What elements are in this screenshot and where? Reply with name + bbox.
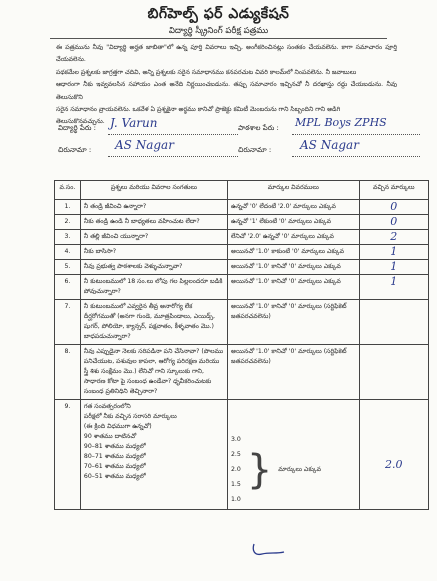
range-item: 90 శాతము దాటినచో: [83, 433, 137, 440]
row-marks-detail: ఉన్నచో '0' లేదంటే '2.0' మార్కులు ఎక్కువ: [228, 200, 360, 215]
row-no: 6.: [55, 275, 81, 300]
row-question: నీవు ప్రభుత్వ పాఠశాలకు వెళ్ళుచున్నావా?: [80, 260, 227, 275]
underline: [292, 156, 420, 157]
mark-value: 2.0: [231, 466, 241, 473]
row-marks-detail: అయినచో '1.0' కానిచో '0' మార్కులు ఎక్కువ: [228, 260, 360, 275]
row-score[interactable]: 1: [359, 245, 428, 260]
table-row: [55, 200, 429, 215]
row9-subtitle: పరీక్షలో నీకు వచ్చిన సరాసరి మార్కులు: [83, 413, 177, 420]
row-question: నీకు తండ్రి ఉండి నీ బాధ్యతలు వహించుట లేదా?: [80, 215, 227, 230]
row-no: 7.: [55, 300, 81, 345]
row-marks-detail: అయినచో '1.0' కాకుంటే '0' మార్కులు ఎక్కువ: [228, 245, 360, 260]
mark-value: 3.0: [231, 436, 241, 443]
intro-line: సరైన సమాధానం వ్రాయవలెను. ఒకవేళ ఏ ప్రశ్నకైనా అర్థము కానిచో ప్రాజెక్టు కమిటీ మెంబరును గాని సిబ్బందిని గాని అడిగి: [56, 106, 341, 114]
student-name-value[interactable]: J. Varun: [110, 116, 158, 130]
row-score[interactable]: 0: [359, 215, 428, 230]
header-question: ప్రశ్నలు మరియు వివరాల సంగతులు: [80, 181, 227, 200]
row-no: 4.: [55, 245, 81, 260]
row-marks-detail: లేనిచో '2.0' ఉన్నచో '0' మార్కులు ఎక్కువ: [228, 230, 360, 245]
row-no: 1.: [55, 200, 81, 215]
row-question: నీ కుటుంబములో 18 సం.లు లోపు గల పిల్లలందరూ బడికి పోవుచున్నారా?: [80, 275, 227, 300]
row-question: [80, 400, 227, 510]
underline: [108, 134, 238, 135]
school-name-value[interactable]: MPL Boys ZPHS: [295, 116, 387, 129]
table-row: [55, 400, 429, 510]
row-marks-detail: ఉన్నచో '1' లేకుంటే '0' మార్కులు ఎక్కువ: [228, 215, 360, 230]
row-marks-detail: [228, 400, 360, 510]
screening-table: [54, 180, 429, 510]
table-row: [55, 215, 429, 230]
table-row: [55, 230, 429, 245]
row-score[interactable]: [359, 400, 428, 510]
row-marks-detail: అయినచో '1.0' కానిచో '0' మార్కులు ఎక్కువ: [228, 275, 360, 300]
intro-line: ఈ పత్రమును నీవు "విద్యార్థి అర్హత జాబితా"లో ఉన్న పూర్తి వివరాలు ఇచ్చి, అంగీకరించినట్లు సంతకం చేయవలెను. కాగా సమాచారం పూర్తి చేయవలెను.: [56, 44, 397, 64]
row-score[interactable]: [359, 300, 428, 345]
underline: [292, 134, 420, 135]
row-no: 2.: [55, 215, 81, 230]
row9-note: (ఈ క్రింది విధముగా ఉన్నచో): [83, 423, 152, 430]
header-score: వచ్చిన మార్కులు: [359, 181, 428, 200]
marks-label: మార్కులు ఎక్కువ: [278, 465, 322, 473]
table-row: [55, 260, 429, 275]
row-no: 9.: [55, 400, 81, 510]
address2-value[interactable]: AS Nagar: [300, 138, 359, 152]
mark-value: 1.5: [231, 481, 241, 488]
brace-icon: }: [246, 446, 273, 493]
table-row: [55, 345, 429, 400]
student-name-label: విద్యార్థి పేరు :: [58, 124, 96, 132]
row-marks-detail: అయినచో '1.0' కానిచో '0' మార్కులు (సర్టిఫికెట్ జతపరచవలెను): [228, 300, 360, 345]
divider: [50, 38, 387, 39]
row-score[interactable]: [359, 345, 428, 400]
table-row: [55, 245, 429, 260]
intro-line: ఆధారంగా నీకు ఇవ్వవలసిన సహాయం ఎంత అనేది నిర్ణయించబడును. తప్పు సమాచారం ఇచ్చినచో నీ దరఖాస్తు రద్దు చేయబడును. నీవు తెలుసుకొని: [56, 81, 397, 101]
row-no: 8.: [55, 345, 81, 400]
row-question: నీ తండ్రి జీవించి ఉన్నారా?: [80, 200, 227, 215]
page-subtitle: విద్యార్థి స్క్రీనింగ్ పరీక్ష పత్రము: [168, 26, 269, 36]
address-value[interactable]: AS Nagar: [115, 138, 174, 152]
intro-line: పథకమేల ప్రశ్నలకు జాగ్రత్తగా చదివి, అన్ని ప్రశ్నలకు సరైన సమాధానము కనపరచుట చివరి కాలమ్‌లో నింపవలెను. నీ జవాబులు: [56, 68, 357, 76]
mark-value: 1.0: [231, 496, 241, 503]
row-question: నీ తల్లి జీవించి యున్నారా?: [80, 230, 227, 245]
address-label: చిరునామా :: [58, 146, 92, 154]
row-question: నీకు బాసిసా?: [80, 245, 227, 260]
row-score[interactable]: 1: [359, 260, 428, 275]
table-row: [55, 275, 429, 300]
range-item: 60–51 శాతము మధ్యలో: [83, 473, 146, 480]
range-item: 90–81 శాతము మధ్యలో: [83, 443, 146, 450]
header-marks-detail: మార్కుల వివరములు: [228, 181, 360, 200]
page-title: బిగ్‌హెల్ప్ ఫర్ ఎడ్యుకేషన్: [147, 6, 290, 22]
row9-score[interactable]: 2.0: [385, 458, 403, 471]
range-item: 80–71 శాతము మధ్యలో: [83, 453, 146, 460]
underline: [108, 156, 238, 157]
mark-value: 2.5: [231, 451, 241, 458]
row-score[interactable]: 0: [359, 200, 428, 215]
range-item: 70–61 శాతము మధ్యలో: [83, 463, 146, 470]
row-question: నీ కుటుంబములో ఎవ్వరైన తీవ్ర అనారోగ్య లేక దీర్ఘరోగముతో (అనగా గుండె, మూత్రపిండాలు, ఎయిడ్స్, షుగర్, పోలియో, క్యాన్సర్, పక్షవాతం, కీళ్ళవాతం మొ.) బాధపడుచున్నారా?: [80, 300, 227, 345]
row-score[interactable]: 1: [359, 275, 428, 300]
signature-mark: [250, 540, 290, 560]
table-row: [55, 300, 429, 345]
intro-line: తెలుసుకొనవచ్చును.: [56, 118, 105, 126]
table-header-row: [55, 181, 429, 200]
row-no: 3.: [55, 230, 81, 245]
row-marks-detail: అయినచో '1.0' కానిచో '0' మార్కులు (సర్టిఫికెట్ జతపరచవలెను): [228, 345, 360, 400]
row-score[interactable]: 2: [359, 230, 428, 245]
header-no: వ.సం.: [55, 181, 81, 200]
row-question: నీవు ఎప్పుడైనా నెలకు సరిపడినా పని చేసినావా? (పొలము పనిచేయుట, పశువుల కాపలా, ఆరోగ్య పరిరక్షణ మరియు స్త్రీ శిశు సంక్షేమం మొ.) లేనిచో గాని స్కూలుకు గాని, సాధారణ కోటా పై సంబంధ ఉండేవా? ధృవీకరించుటకు సంబంధ ప్రతినిధిని తెచ్చినారా?: [80, 345, 227, 400]
school-name-label: పాఠశాల పేరు :: [238, 124, 279, 132]
address2-label: చిరునామా :: [238, 146, 272, 154]
row-no: 5.: [55, 260, 81, 275]
row9-title: గత సంవత్సరంలోని: [83, 403, 131, 410]
